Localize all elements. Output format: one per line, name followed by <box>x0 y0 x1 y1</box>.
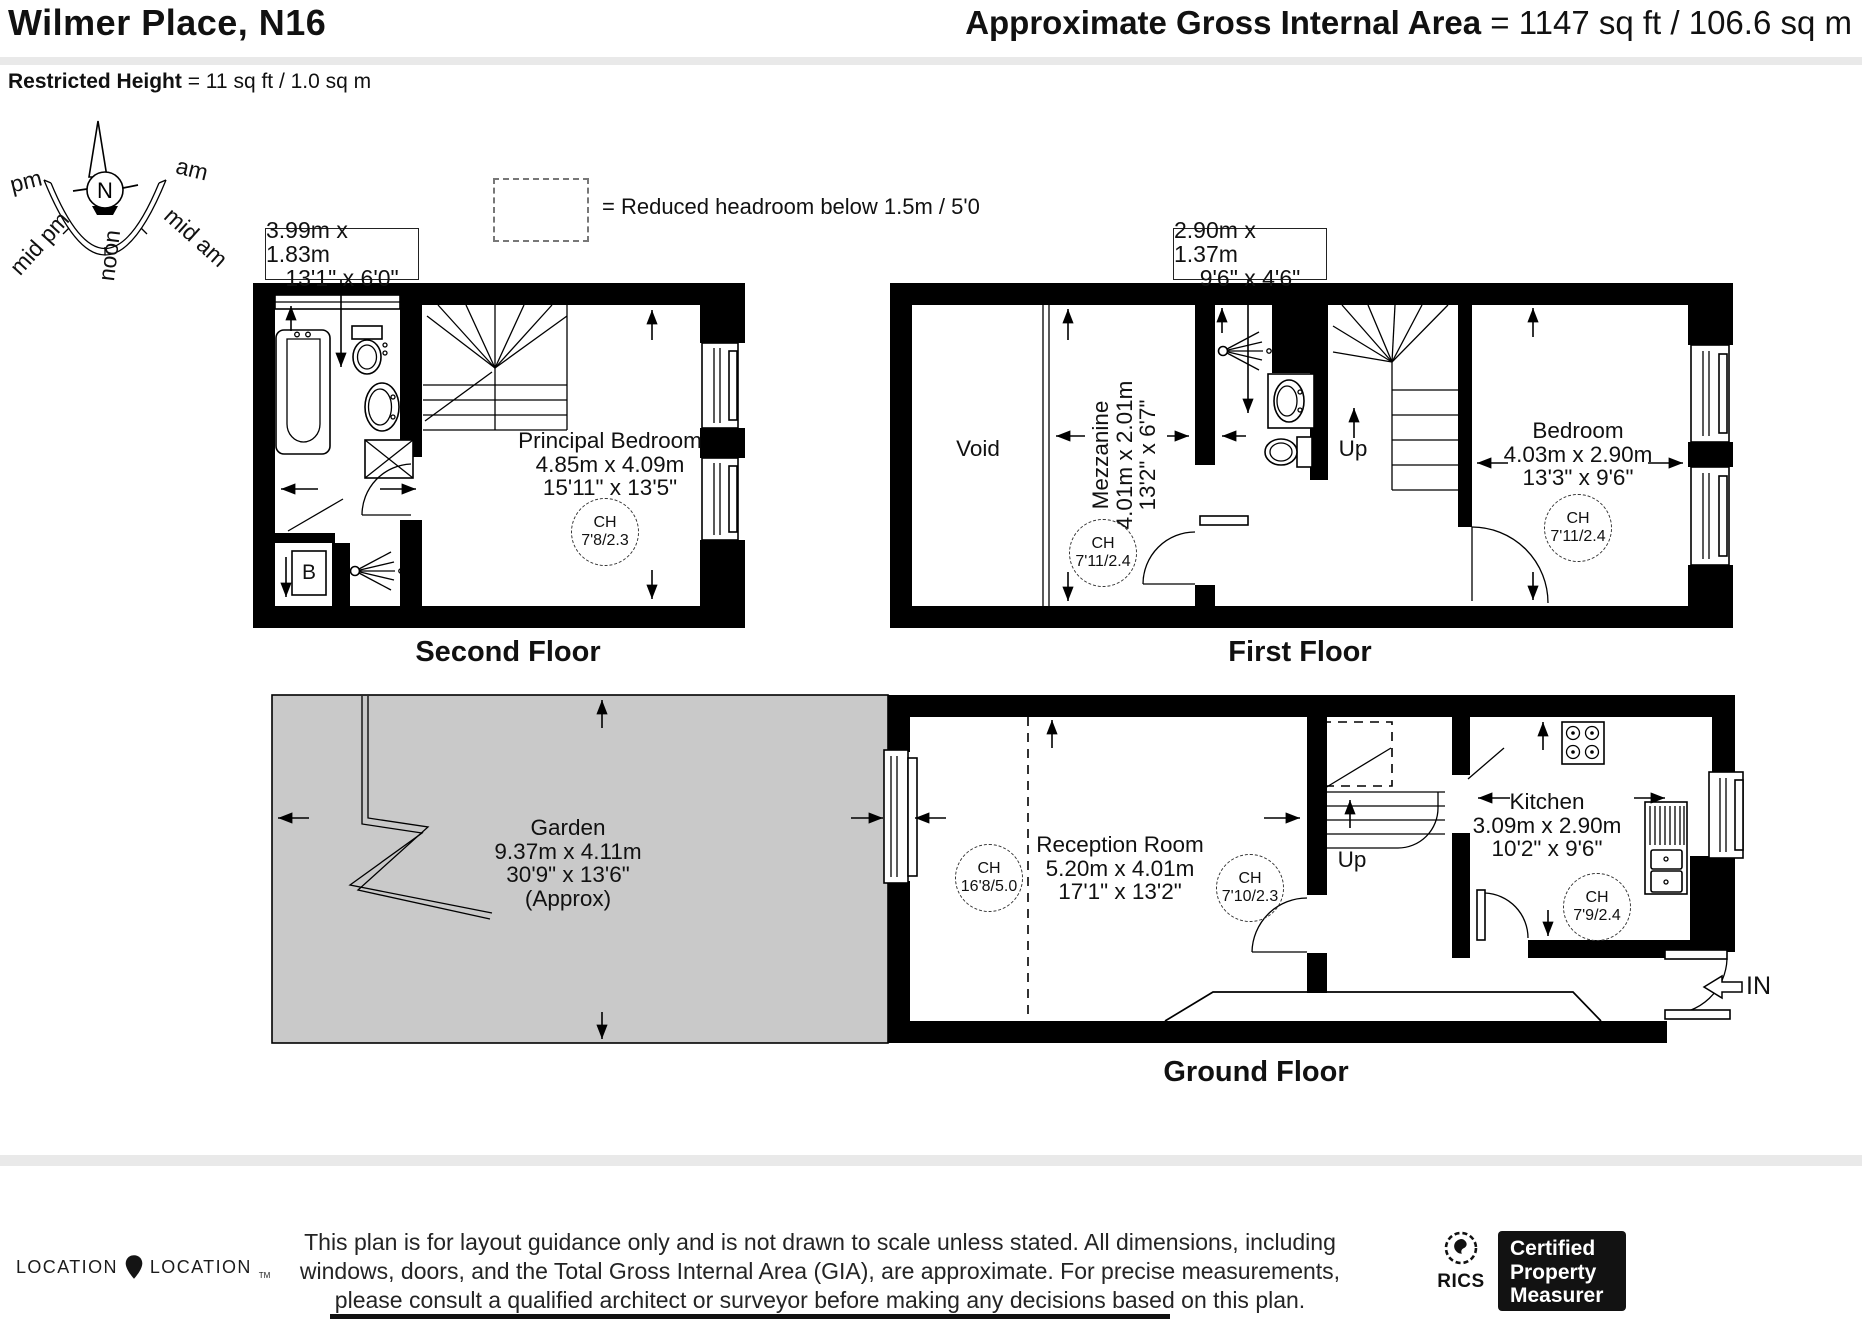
first-floor-dim-box <box>1173 217 1327 291</box>
ch-value: 7'9/2.4 <box>1573 907 1621 924</box>
dim-line: 13'1" x 6'0" <box>285 265 399 291</box>
stairs-up-label: Up <box>1338 436 1368 461</box>
room-imperial: 17'1" x 13'2" <box>1058 879 1182 904</box>
hob-icon <box>1562 722 1604 764</box>
bedroom-label <box>1428 419 1728 490</box>
room-name: Garden <box>530 815 606 840</box>
room-name: Bedroom <box>1532 418 1624 443</box>
door-arc <box>288 499 343 531</box>
page-bottom-rule <box>330 1314 1170 1319</box>
principal-bedroom-label <box>460 429 760 500</box>
footer-divider <box>0 1155 1862 1166</box>
window-icon <box>1709 772 1743 858</box>
ch-value: 7'11/2.4 <box>1075 553 1131 570</box>
entrance-in-label: IN <box>1746 972 1771 1000</box>
ch-label: CH <box>1091 535 1115 552</box>
room-metric: 4.01m x 2.01m <box>1111 380 1137 530</box>
ground-floor-title: Ground Floor <box>1163 1056 1349 1088</box>
room-metric: 4.03m x 2.90m <box>1503 441 1653 467</box>
compass-pm-label: pm <box>7 164 45 198</box>
reduced-headroom-swatch <box>493 178 589 242</box>
sink-icon <box>365 383 399 431</box>
sink-icon <box>1268 374 1314 428</box>
ceiling-height-badge <box>1563 873 1631 941</box>
ch-label: CH <box>977 860 1001 877</box>
second-floor-dim-box <box>265 217 419 291</box>
ch-value: 7'10/2.3 <box>1221 888 1279 905</box>
cupboard-icon <box>365 440 413 478</box>
second-floor-title: Second Floor <box>415 636 601 668</box>
room-note: (Approx) <box>524 885 612 911</box>
compass-am-label: am <box>173 152 211 186</box>
stairs-icon <box>1325 748 1445 848</box>
page-title: Wilmer Place, N16 <box>8 2 327 43</box>
first-floor-title: First Floor <box>1228 636 1372 668</box>
compass-mid-pm-label: mid pm <box>4 206 75 280</box>
door-arc <box>1477 890 1528 940</box>
room-metric: 5.20m x 4.01m <box>1045 855 1195 881</box>
room-imperial: 15'11" x 13'5" <box>542 475 678 500</box>
brand-logo <box>16 1254 270 1280</box>
ch-label: CH <box>593 514 617 531</box>
gia-value: = 1147 sq ft / 106.6 sq m <box>1481 4 1852 41</box>
kitchen-label <box>1432 790 1662 861</box>
badge-line: Property <box>1510 1260 1597 1284</box>
ch-label: CH <box>1585 889 1609 906</box>
room-metric: 4.85m x 4.09m <box>535 451 685 477</box>
window-icon <box>884 750 917 883</box>
certified-property-measurer-badge <box>1498 1231 1626 1311</box>
ch-value: 7'8/2.3 <box>581 532 629 549</box>
room-imperial: 13'3" x 9'6" <box>1522 465 1634 490</box>
room-metric: 3.09m x 2.90m <box>1472 812 1622 838</box>
disclaimer-line: please consult a qualified architect or surveyor before making any decisions based on this plan. <box>334 1287 1306 1313</box>
ch-label: CH <box>1566 510 1590 527</box>
stairs-up-label: Up <box>1337 847 1367 872</box>
room-name: Mezzanine <box>1088 400 1113 510</box>
reduced-headroom-legend: = Reduced headroom below 1.5m / 5'0 <box>602 194 980 219</box>
room-imperial: 10'2" x 9'6" <box>1491 836 1603 861</box>
badge-line: Certified <box>1510 1237 1596 1260</box>
rics-logo <box>1425 1230 1497 1293</box>
door-arc <box>1468 748 1504 779</box>
gia-label: Approximate Gross Internal Area <box>965 4 1482 41</box>
shower-icon <box>351 552 404 590</box>
room-imperial: 30'9" x 13'6" <box>506 862 630 887</box>
room-name: Reception Room <box>1036 832 1204 857</box>
door-arc <box>1472 527 1548 603</box>
brand-tm: TM <box>258 1271 271 1280</box>
ceiling-height-badge <box>571 498 639 566</box>
garden-label <box>418 816 718 910</box>
ceiling-height-badge <box>1544 494 1612 562</box>
disclaimer-text <box>250 1228 1390 1315</box>
ch-label: CH <box>1238 870 1262 887</box>
toilet-icon <box>1265 437 1312 467</box>
compass-mid-am-label: mid am <box>159 202 233 273</box>
brand-word: LOCATION <box>149 1256 252 1277</box>
room-name: Kitchen <box>1509 789 1585 814</box>
dim-line: 2.90m x 1.37m <box>1174 217 1256 267</box>
shower-icon <box>1219 332 1272 370</box>
brand-word: LOCATION <box>16 1256 118 1277</box>
boiler-label: B <box>301 561 316 584</box>
restricted-value: = 11 sq ft / 1.0 sq m <box>181 70 372 93</box>
stairs-icon <box>423 305 567 430</box>
disclaimer-line: This plan is for layout guidance only and is not drawn to scale unless stated. All dimensions, including <box>304 1229 1336 1255</box>
ceiling-height-badge <box>1216 854 1284 922</box>
ch-value: 16'8/5.0 <box>960 878 1018 895</box>
ceiling-height-badge <box>1069 519 1137 587</box>
badge-line: Measurer <box>1510 1284 1604 1307</box>
bath-icon <box>276 330 330 454</box>
rics-label: RICS <box>1437 1271 1485 1292</box>
room-name: Principal Bedroom <box>518 428 702 453</box>
void-label: Void <box>956 436 1000 461</box>
entrance-step <box>1165 992 1601 1021</box>
window-icon <box>275 295 400 309</box>
disclaimer-line: windows, doors, and the Total Gross Internal Area (GIA), are approximate. For precise measurements, <box>299 1258 1341 1284</box>
room-imperial: 13'2" x 6'7" <box>1135 399 1160 511</box>
dim-line: 9'6" x 4'6" <box>1199 265 1301 291</box>
ch-value: 7'11/2.4 <box>1550 528 1606 545</box>
compass-noon-label: noon <box>93 228 126 283</box>
mezzanine-railing <box>1043 305 1049 606</box>
toilet-icon <box>352 326 387 374</box>
location-pin-icon <box>125 1254 143 1280</box>
dim-line: 3.99m x 1.83m <box>266 217 348 267</box>
restricted-label: Restricted Height <box>8 70 182 93</box>
room-metric: 9.37m x 4.11m <box>494 838 642 864</box>
compass-north-label: N <box>97 178 113 203</box>
rics-lion-icon <box>1441 1230 1481 1270</box>
